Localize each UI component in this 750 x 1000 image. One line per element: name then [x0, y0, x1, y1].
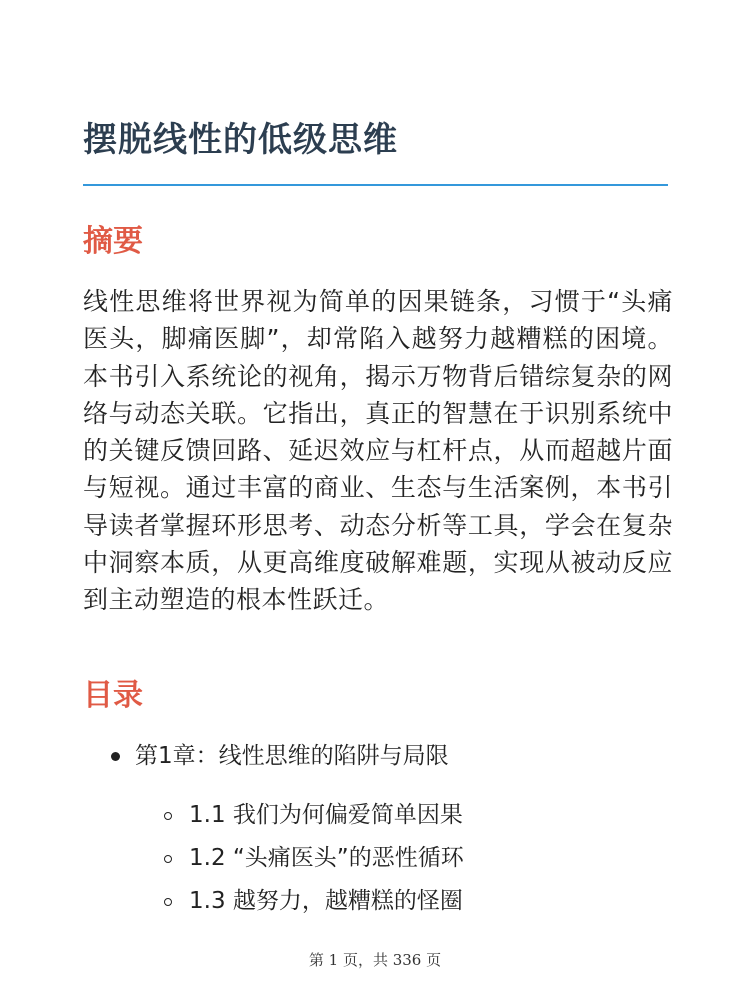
document-title: 摆脱线性的低级思维 — [83, 120, 398, 160]
title-divider — [83, 184, 668, 186]
toc-section-label: 1.3 越努力，越糟糕的怪圈 — [189, 888, 463, 914]
bullet-circle-icon — [164, 855, 172, 863]
summary-text: 线性思维将世界视为简单的因果链条，习惯于“头痛医头，脚痛医脚”，却常陷入越努力越糟糕的困境。本书引入系统论的视角，揭示万物背后错综复杂的网络与动态关联。它指出，真正的智慧在于识别系统中的关键反馈回路、延迟效应与杠杆点，从而超越片面与短视。通过丰富的商业、生态与生活案例，本书引导读者掌握环形思考、动态分析等工具，学会在复杂中洞察本质，从更高维度破解难题，实现从被动反应到主动塑造的根本性跃迁。 — [83, 287, 673, 615]
toc-section-label: 1.1 我们为何偏爱简单因果 — [189, 802, 463, 828]
toc-section-label: 1.2 “头痛医头”的恶性循环 — [189, 845, 464, 871]
toc-chapter-label: 第1章：线性思维的陷阱与局限 — [135, 743, 449, 769]
bullet-circle-icon — [164, 898, 172, 906]
page-number: 第 1 页，共 336 页 — [308, 951, 442, 969]
summary-heading: 摘要 — [83, 224, 143, 259]
bullet-circle-icon — [164, 812, 172, 820]
bullet-disc-icon — [111, 752, 120, 761]
toc-heading: 目录 — [83, 678, 143, 713]
